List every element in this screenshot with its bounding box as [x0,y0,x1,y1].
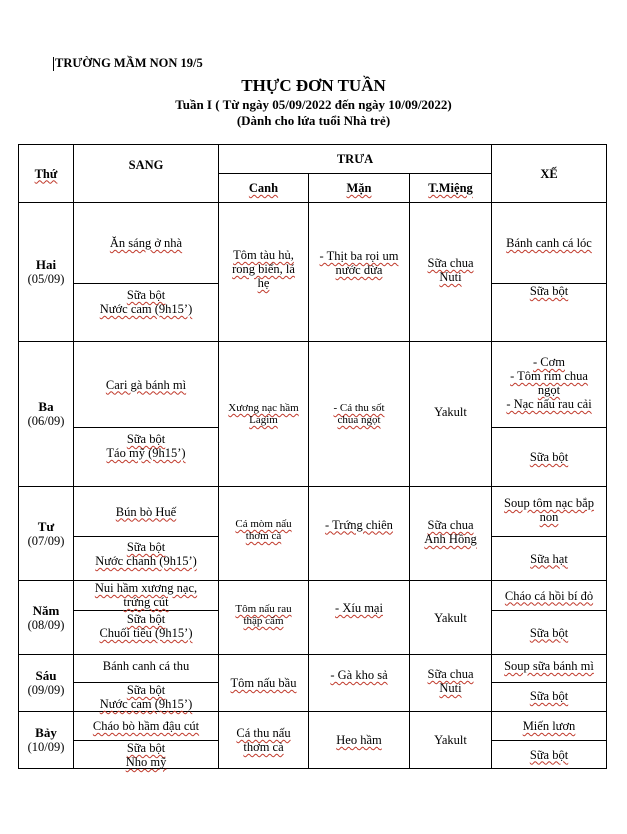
col-sang-header: SANG [128,158,164,172]
breakfast-extra: Sữa bột Chuối tiêu (9h15’) [99,612,193,640]
col-canh-header: Canh [248,181,279,195]
lunch-soup: Tôm nấu rau thập cẩm [235,603,292,627]
lunch-soup: Tôm tàu hủ, rong biển, lá hẹ [232,248,295,290]
snack-milk: Sữa bột [529,747,569,762]
snack-milk: Sữa bột [529,689,569,703]
lunch-soup: Cá thu nấu thơm cà [236,726,291,754]
snack-main: Miến lươn [522,719,576,733]
lunch-dessert: Sữa chua Nuti [427,667,474,695]
snack-main: Soup tôm nạc bắp non [504,496,594,524]
day-label: Tư (07/09) [27,518,65,548]
lunch-soup: Cá mòm nấu thơm cà [235,518,292,542]
snack-main: Bánh canh cá lóc [506,236,592,250]
lunch-main-dish: - Trứng chiên [325,517,393,532]
snack-main: Soup sữa bánh mì [504,659,594,673]
col-man-header: Mặn [346,181,372,195]
snack-milk: Sữa bột [529,284,569,298]
snack-milk: Sữa bột [529,450,569,464]
day-label: Bảy (10/09) [27,725,65,754]
day-label: Ba (06/09) [27,399,65,428]
day-label: Sáu (09/09) [27,668,65,697]
lunch-dessert: Yakult [434,610,467,625]
breakfast-main: Bánh canh cá thu [102,659,190,673]
col-trang-mieng-header: T.Miệng [428,181,473,195]
lunch-main-dish: - Thịt ba rọi um nước dừa [319,249,399,277]
breakfast-main: Cari gà bánh mì [105,377,187,392]
breakfast-main: Bún bò Huế [115,504,177,519]
age-group: (Dành cho lứa tuổi Nhà trẻ) [236,113,391,128]
breakfast-main: Cháo bò hầm đậu cút [92,719,200,733]
snack-milk: Sữa hạt [530,551,568,566]
lunch-main-dish: - Xíu mại [335,601,383,615]
col-xe-header: XẾ [540,166,558,181]
breakfast-extra: Sữa bột Nho mỹ [125,741,167,769]
snack-milk: Sữa bột [529,625,569,640]
snack-main: - Cơm - Tôm rim chua ngọt - Nạc nấu rau cải [506,355,592,411]
lunch-dessert: Yakult [434,405,467,419]
breakfast-main: Ăn sáng ở nhà [109,236,183,250]
breakfast-main: Nui hầm xương nạc, trứng cút [94,581,198,609]
lunch-dessert: Yakult [434,733,467,747]
week-range: Tuần I ( Từ ngày 05/09/2022 đến ngày 10/09/2022) [175,97,452,112]
lunch-main-dish: - Cá thu sốt chua ngọt [333,402,385,426]
menu-title: THỰC ĐƠN TUẦN [241,76,386,95]
breakfast-extra: Sữa bột Nước cam (9h15’) [99,288,193,316]
lunch-soup: Xương nạc hầm Lagim [228,402,299,426]
col-thu-header: Thứ [34,166,58,181]
breakfast-extra: Sữa bột Nước cam (9h15’) [99,683,193,711]
col-trua-header: TRƯA [336,152,374,166]
lunch-dessert: Sữa chua Nuti [427,256,474,284]
lunch-dessert: Sữa chua Anh Hồng [424,518,477,546]
day-label: Hai (05/09) [27,257,65,286]
day-label: Năm (08/09) [27,602,65,632]
breakfast-extra: Sữa bột Nước chanh (9h15’) [95,540,197,568]
lunch-main-dish: Heo hầm [336,733,382,747]
breakfast-extra: Sữa bột Táo mỹ (9h15’) [106,432,186,460]
lunch-main-dish: - Gà kho sả [330,668,388,682]
lunch-soup: Tôm nấu bầu [230,676,297,690]
school-name: TRƯỜNG MẦM NON 19/5 [55,56,203,70]
snack-main: Cháo cá hồi bí đỏ [504,588,594,603]
